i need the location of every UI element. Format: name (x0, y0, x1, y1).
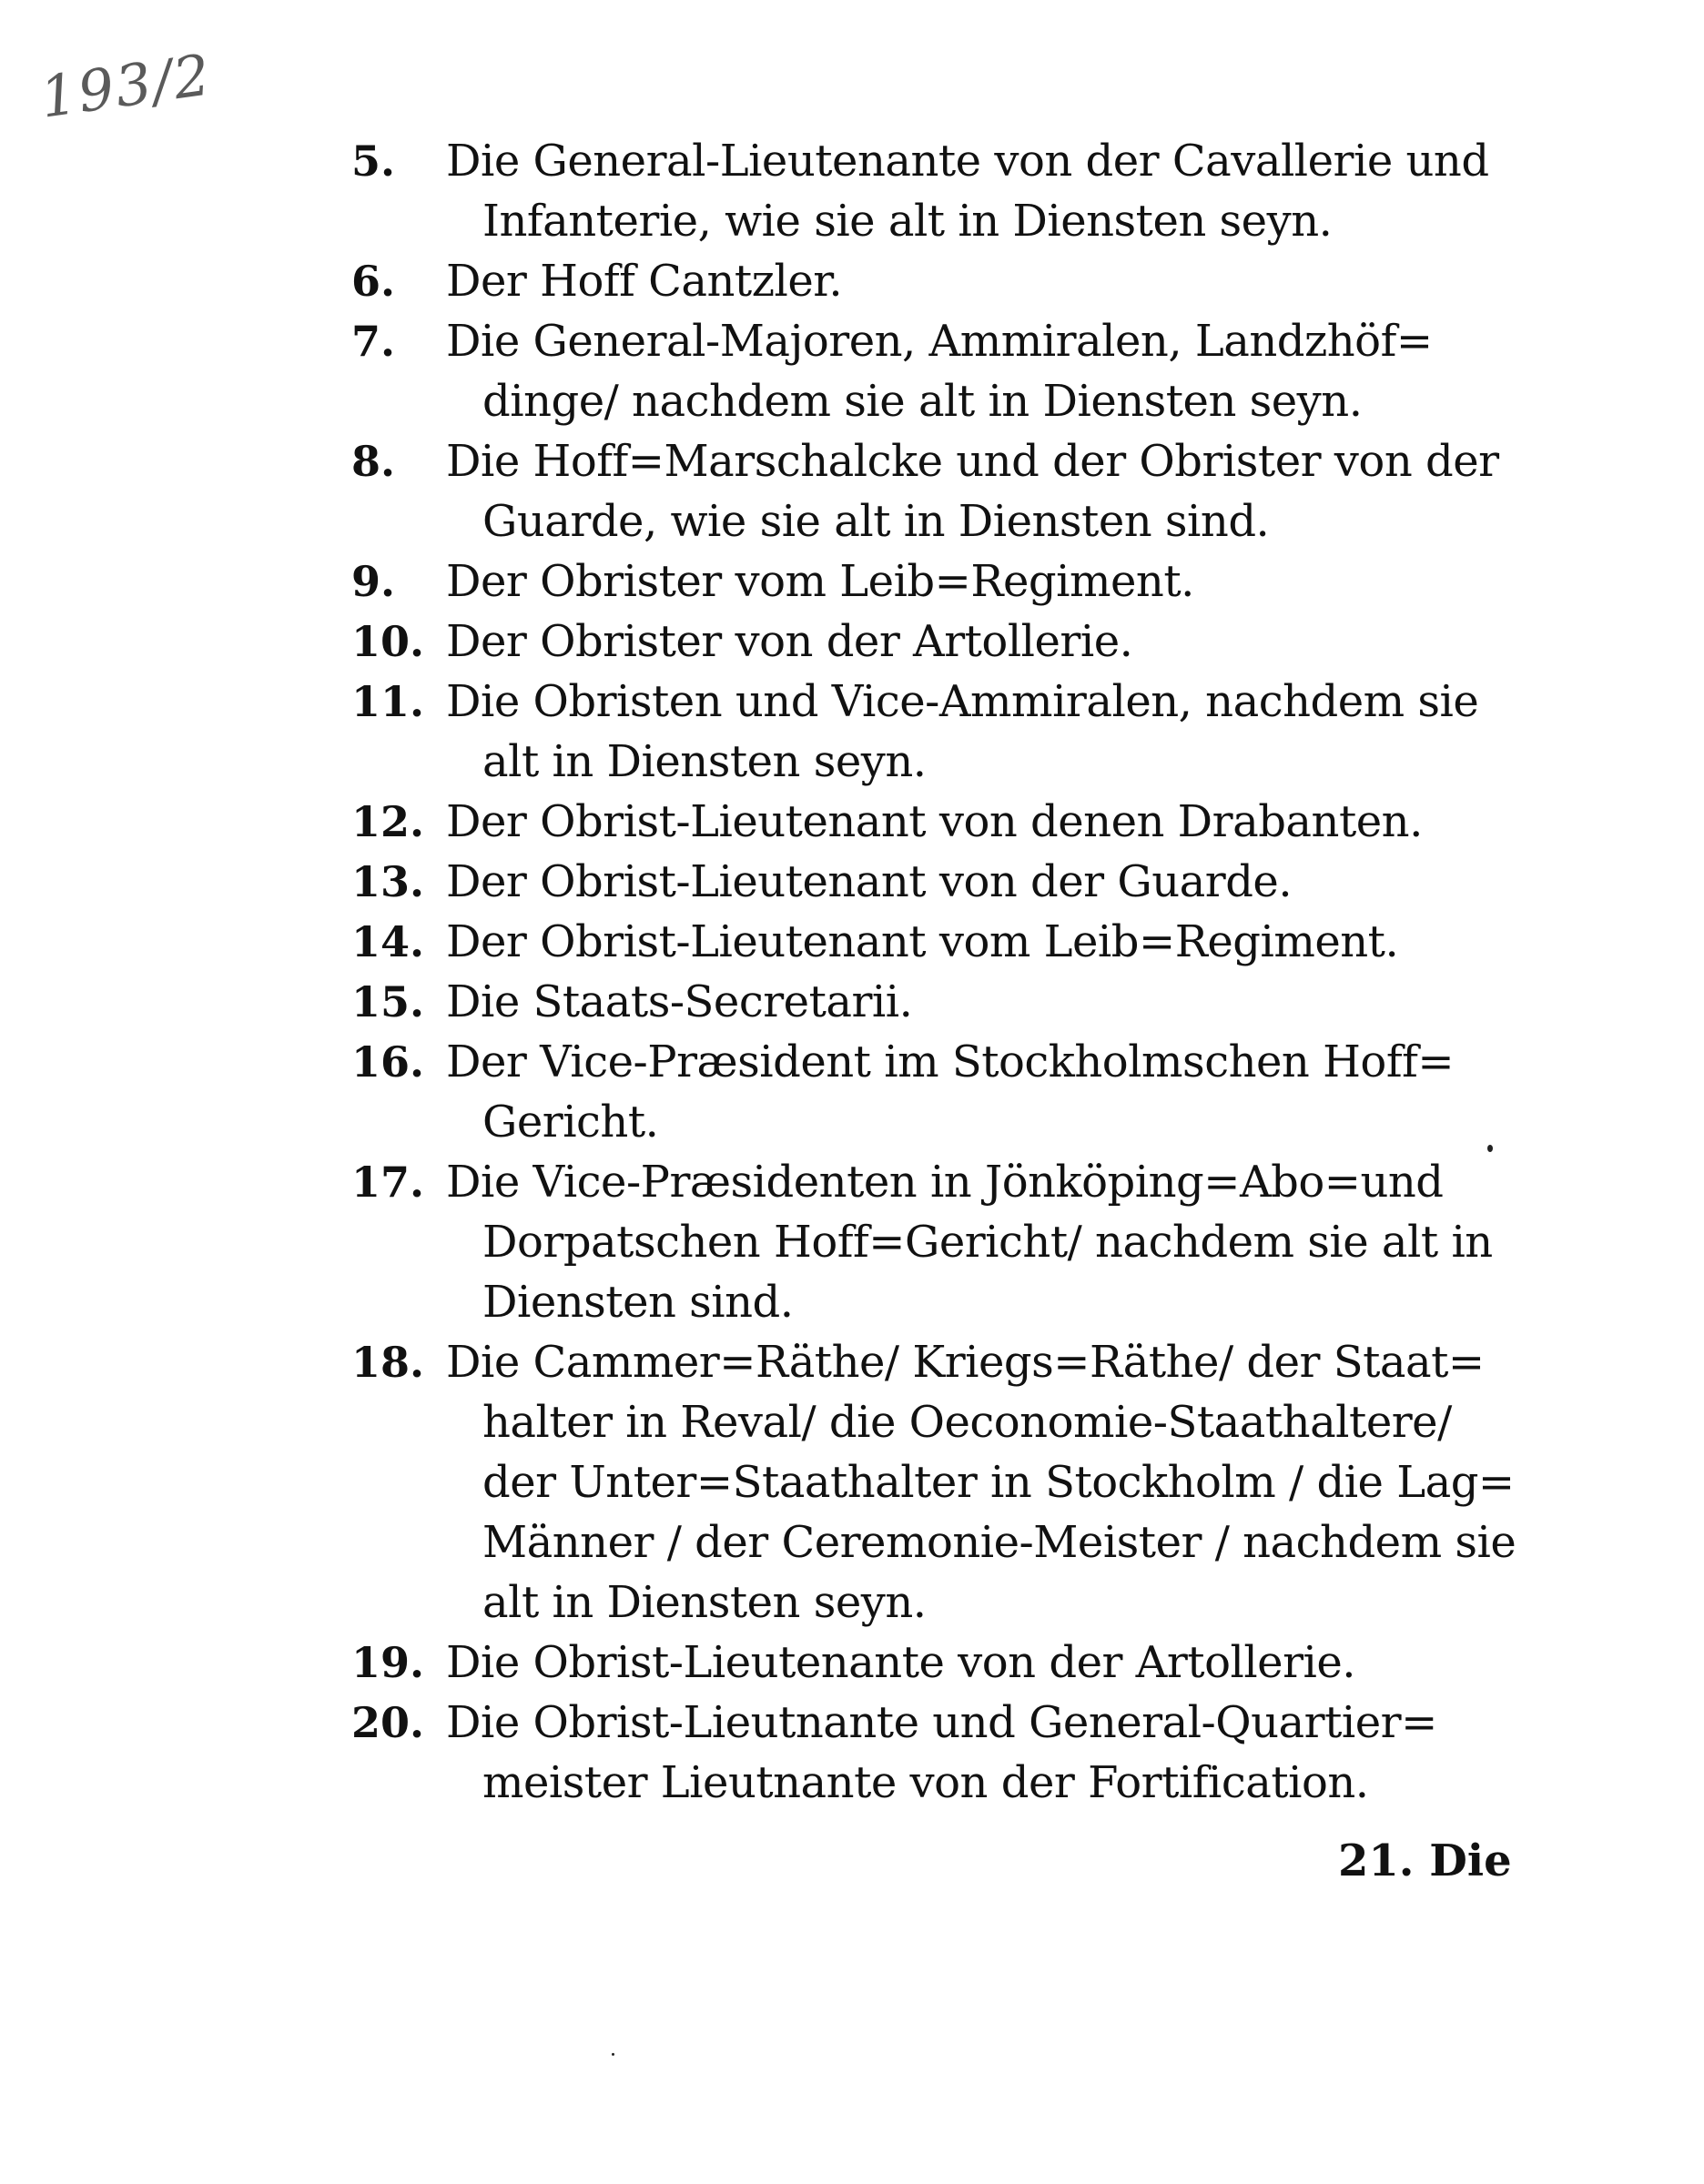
entry-text (446, 972, 1553, 1032)
entry-number: 12. (351, 797, 425, 846)
entry-line: Die Obrist-Lieutnante und General-Quartier= (446, 1697, 1437, 1748)
entry-text (446, 251, 1553, 311)
entry-line: Die Hoff=Marschalcke und der Obrister von der (446, 436, 1499, 487)
entry-text (446, 672, 1553, 792)
entry-line: Dorpatschen Hoff=Gericht/ nachdem sie alt in (482, 1217, 1493, 1268)
entry-text (446, 311, 1553, 431)
entry-line: Die Obristen und Vice-Ammiralen, nachdem sie (446, 676, 1479, 727)
entry-number: 5. (351, 136, 396, 186)
entry-text (446, 131, 1553, 251)
entry-number: 18. (351, 1338, 425, 1387)
entry-line: meister Lieutnante von der Fortification. (482, 1757, 1369, 1808)
entry-number: 14. (351, 917, 425, 966)
entry-line: halter in Reval/ die Oeconomie-Staathaltere/ (482, 1397, 1452, 1448)
ranking-list (351, 131, 1553, 1813)
handwritten-page-number: 193/2 (36, 41, 216, 131)
entry-line: Der Obrist-Lieutenant von denen Drabanten. (446, 796, 1423, 847)
entry-number: 6. (351, 257, 396, 306)
entry-line: alt in Diensten seyn. (482, 1577, 927, 1628)
entry-number: 8. (351, 437, 396, 486)
entry-line: Die Vice-Præsidenten in Jönköping=Abo=und (446, 1157, 1444, 1208)
print-speck (1487, 1145, 1493, 1152)
entry-line: Die Cammer=Räthe/ Kriegs=Räthe/ der Staat= (446, 1337, 1485, 1388)
catchword: 21. Die (1338, 1835, 1512, 1886)
list-entry (351, 1032, 1553, 1152)
entry-number: 15. (351, 977, 425, 1026)
entry-line: Der Vice-Præsident im Stockholmschen Hoff= (446, 1036, 1455, 1087)
entry-line: dinge/ nachdem sie alt in Diensten seyn. (482, 376, 1363, 427)
list-entry (351, 551, 1553, 612)
entry-text (446, 612, 1553, 672)
entry-number: 7. (351, 317, 396, 366)
entry-text (446, 852, 1553, 912)
entry-line: Die Obrist-Lieutenante von der Artollerie. (446, 1637, 1356, 1688)
entry-line: Gericht. (482, 1097, 659, 1148)
entry-number: 9. (351, 557, 396, 606)
entry-number: 17. (351, 1158, 425, 1207)
entry-text (446, 1032, 1553, 1152)
entry-line: Der Obrister vom Leib=Regiment. (446, 556, 1194, 607)
list-entry (351, 131, 1553, 251)
list-entry (351, 251, 1553, 311)
entry-line: Guarde, wie sie alt in Diensten sind. (482, 496, 1270, 547)
entry-number: 19. (351, 1638, 425, 1687)
list-entry (351, 1152, 1553, 1332)
print-speck (612, 2053, 614, 2056)
entry-line: Die Staats-Secretarii. (446, 976, 913, 1027)
entry-number: 10. (351, 617, 425, 666)
entry-line: Der Obrist-Lieutenant von der Guarde. (446, 856, 1293, 907)
entry-line: Infanterie, wie sie alt in Diensten seyn. (482, 196, 1333, 247)
entry-text (446, 912, 1553, 972)
entry-text (446, 1332, 1553, 1633)
entry-line: alt in Diensten seyn. (482, 736, 927, 787)
entry-line: Die General-Majoren, Ammiralen, Landzhöf= (446, 316, 1433, 367)
list-entry (351, 612, 1553, 672)
list-entry (351, 792, 1553, 852)
entry-line: der Unter=Staathalter in Stockholm / die Lag= (482, 1457, 1515, 1508)
list-entry (351, 972, 1553, 1032)
entry-number: 20. (351, 1698, 425, 1747)
list-entry (351, 1332, 1553, 1633)
entry-text (446, 551, 1553, 612)
entry-number: 16. (351, 1037, 425, 1087)
list-entry (351, 311, 1553, 431)
entry-line: Männer / der Ceremonie-Meister / nachdem sie (482, 1517, 1516, 1568)
entry-number: 13. (351, 857, 425, 906)
entry-text (446, 1152, 1553, 1332)
list-entry (351, 1633, 1553, 1693)
entry-text (446, 792, 1553, 852)
entry-line: Der Obrister von der Artollerie. (446, 616, 1133, 667)
list-entry (351, 912, 1553, 972)
entry-line: Der Obrist-Lieutenant vom Leib=Regiment. (446, 916, 1399, 967)
list-entry (351, 672, 1553, 792)
list-entry (351, 1693, 1553, 1813)
entry-line: Die General-Lieutenante von der Cavallerie und (446, 136, 1489, 187)
entry-text (446, 431, 1553, 551)
entry-line: Der Hoff Cantzler. (446, 256, 843, 307)
entry-line: Diensten sind. (482, 1277, 794, 1328)
entry-text (446, 1633, 1553, 1693)
entry-text (446, 1693, 1553, 1813)
list-entry (351, 431, 1553, 551)
entry-number: 11. (351, 677, 425, 726)
list-entry (351, 852, 1553, 912)
